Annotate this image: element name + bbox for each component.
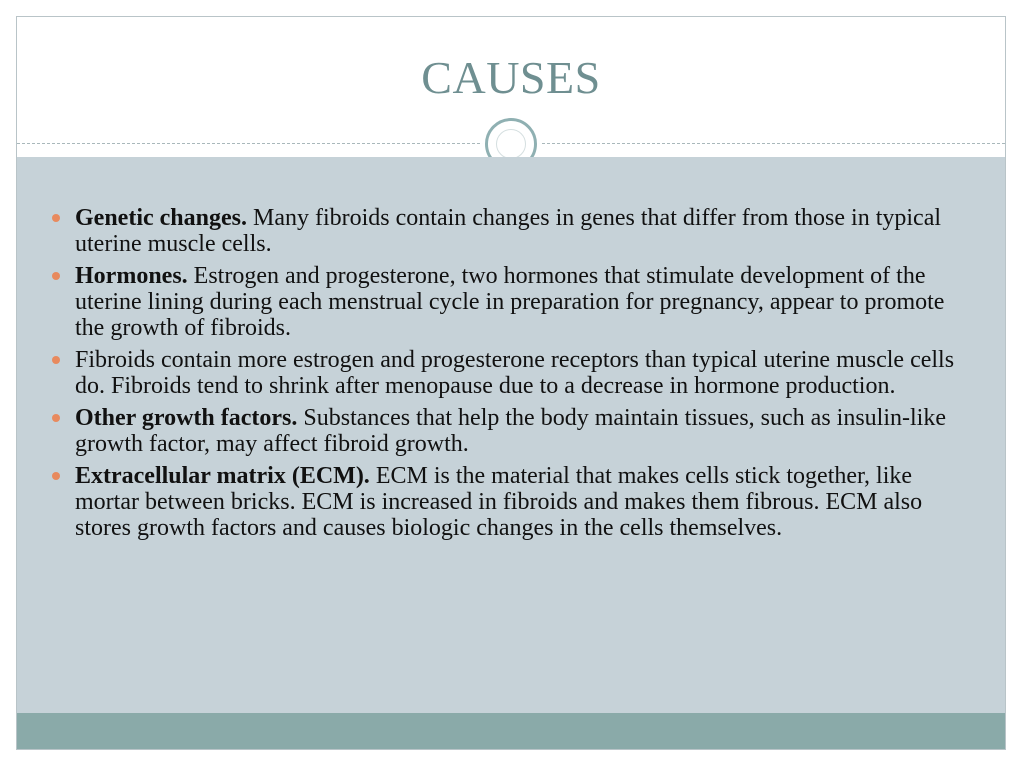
bullet-text: Many fibroids contain changes in genes that differ from those in typical uterine muscle cells. <box>75 205 942 257</box>
ornament-inner-ring <box>496 129 526 159</box>
bullet-text: ECM is the material that makes cells stick together, like mortar between bricks. ECM is increased in fibroids and makes them fibrous. ECM also stores growth factors and causes biologic changes in the cells themselves. <box>75 463 923 541</box>
bullet-item <box>47 205 977 257</box>
slide-body <box>17 157 1005 715</box>
bullet-lead: Other growth factors. <box>75 405 298 431</box>
bullet-dot-icon <box>52 272 60 280</box>
bullet-dot-icon <box>52 414 60 422</box>
bullet-lead: Hormones. <box>75 263 188 289</box>
bullet-text: Estrogen and progesterone, two hormones that stimulate development of the uterine lining during each menstrual cycle in preparation for pregnancy, appear to promote the growth of fibroids. <box>75 263 945 341</box>
bullet-dot-icon <box>52 214 60 222</box>
bullet-text: Substances that help the body maintain tissues, such as insulin-like growth factor, may affect fibroid growth. <box>75 405 946 457</box>
bullet-text: Fibroids contain more estrogen and progesterone receptors than typical uterine muscle cells do. Fibroids tend to shrink after menopause due to a decrease in hormone production. <box>75 347 955 399</box>
bullet-dot-icon <box>52 472 60 480</box>
slide-title: CAUSES <box>421 52 601 103</box>
bullet-item <box>47 405 977 457</box>
bullet-item <box>47 463 977 541</box>
bullet-lead: Genetic changes. <box>75 205 247 231</box>
footer-bar <box>17 713 1005 749</box>
bullet-list <box>47 205 977 547</box>
bullet-item <box>47 347 977 399</box>
bullet-dot-icon <box>52 356 60 364</box>
bullet-item <box>47 263 977 341</box>
bullet-lead: Extracellular matrix (ECM). <box>75 463 370 489</box>
slide <box>16 16 1006 750</box>
